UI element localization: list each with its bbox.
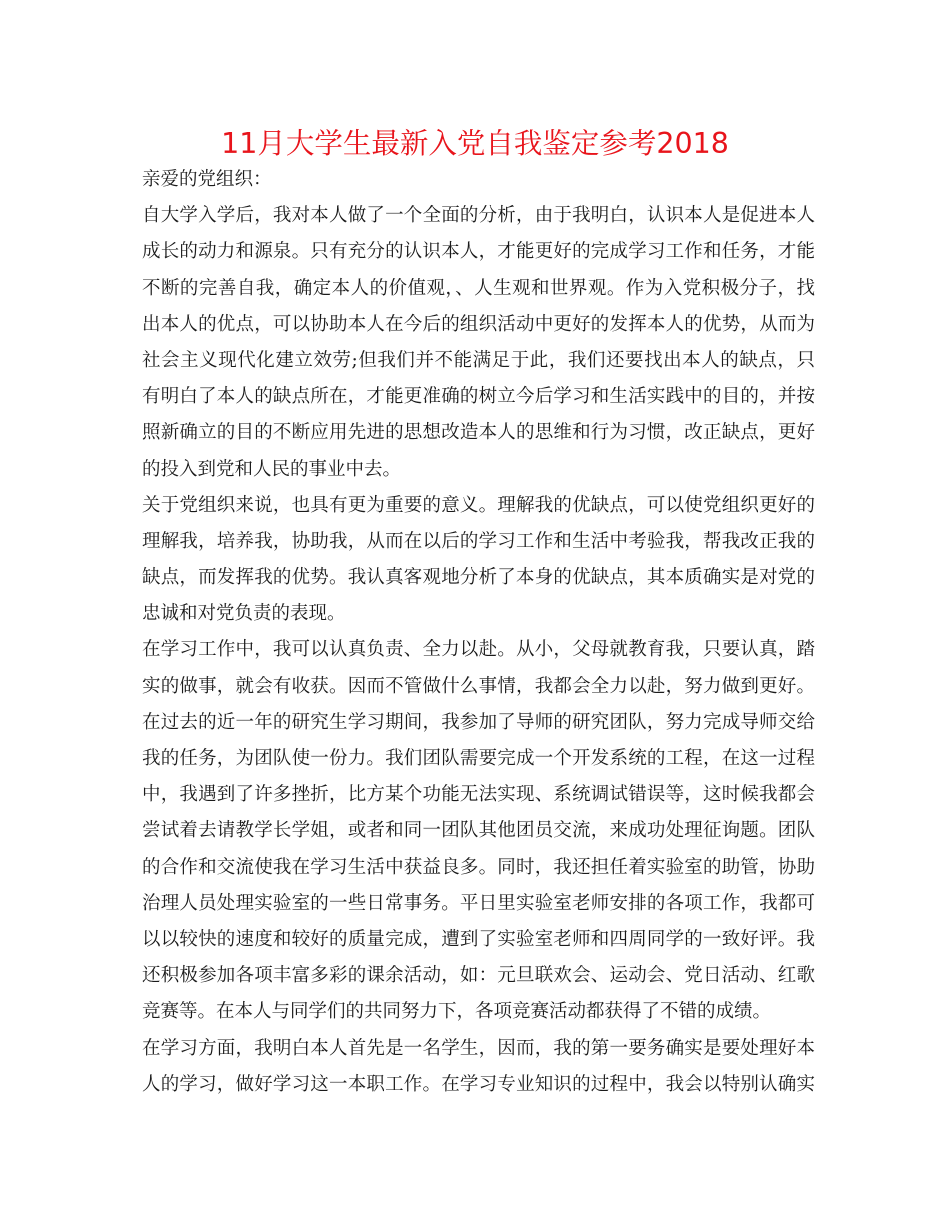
- body-line: 社会主义现代化建立效劳;但我们并不能满足于此，我们还要找出本人的缺点，只: [142, 349, 815, 371]
- body-line: 的投入到党和人民的事业中去。: [142, 458, 402, 480]
- body-line: 照新确立的目的不断应用先进的思想改造本人的思维和行为习惯，改正缺点，更好: [142, 422, 815, 444]
- body-line: 人的学习，做好学习这一本职工作。在学习专业知识的过程中，我会以特别认确实: [142, 1073, 815, 1095]
- body-line: 中，我遇到了许多挫折，比方某个功能无法实现、系统调试错误等，这时候我都会: [142, 784, 815, 806]
- body-line: 在学习方面，我明白本人首先是一名学生，因而，我的第一要务确实是要处理好本: [142, 1037, 815, 1059]
- document-body: [142, 162, 815, 1103]
- body-line: 亲爱的党组织：: [142, 169, 272, 190]
- body-line: 竞赛等。在本人与同学们的共同努力下，各项竞赛活动都获得了不错的成绩。: [142, 1001, 772, 1023]
- body-line: 还积极参加各项丰富多彩的课余活动，如：元旦联欢会、运动会、党日活动、红歌: [142, 965, 815, 987]
- body-line: 关于党组织来说，也具有更为重要的意义。理解我的优缺点，可以使党组织更好的: [142, 494, 815, 516]
- body-line: 有明白了本人的缺点所在，才能更准确的树立今后学习和生活实践中的目的，并按: [142, 386, 815, 408]
- body-line: 实的做事，就会有收获。因而不管做什么事情，我都会全力以赴，努力做到更好。: [142, 675, 815, 697]
- body-line: 治理人员处理实验室的一些日常事务。平日里实验室老师安排的各项工作，我都可: [142, 892, 815, 914]
- body-line: 不断的完善自我，确定本人的价值观，、人生观和世界观。作为入党积极分子，找: [142, 277, 815, 299]
- body-line: 理解我，培养我，协助我，从而在以后的学习工作和生活中考验我，帮我改正我的: [142, 530, 815, 552]
- body-line: 我的任务，为团队使一份力。我们团队需要完成一个开发系统的工程，在这一过程: [142, 748, 815, 769]
- body-line: 以以较快的速度和较好的质量完成，遭到了实验室老师和四周同学的一致好评。我: [142, 928, 815, 950]
- body-line: 的合作和交流使我在学习生活中获益良多。同时，我还担任着实验室的助管，协助: [142, 856, 815, 878]
- document-title: 11月大学生最新入党自我鉴定参考2018: [221, 127, 729, 160]
- body-line: 自大学入学后，我对本人做了一个全面的分析，由于我明白，认识本人是促进本人: [142, 205, 815, 227]
- body-line: 出本人的优点，可以协助本人在今后的组织活动中更好的发挥本人的优势，从而为: [142, 313, 815, 335]
- body-line: 尝试着去请教学长学姐，或者和同一团队其他团员交流，来成功处理征询题。团队: [142, 820, 815, 842]
- body-line: 成长的动力和源泉。只有充分的认识本人，才能更好的完成学习工作和任务，才能: [142, 241, 815, 263]
- body-line: 忠诚和对党负责的表现。: [142, 603, 346, 625]
- body-line: 在过去的近一年的研究生学习期间，我参加了导师的研究团队，努力完成导师交给: [142, 711, 815, 733]
- body-line: 缺点，而发挥我的优势。我认真客观地分析了本身的优缺点，其本质确实是对党的: [142, 567, 815, 589]
- body-line: 在学习工作中，我可以认真负责、全力以赴。从小，父母就教育我，只要认真，踏: [142, 639, 815, 661]
